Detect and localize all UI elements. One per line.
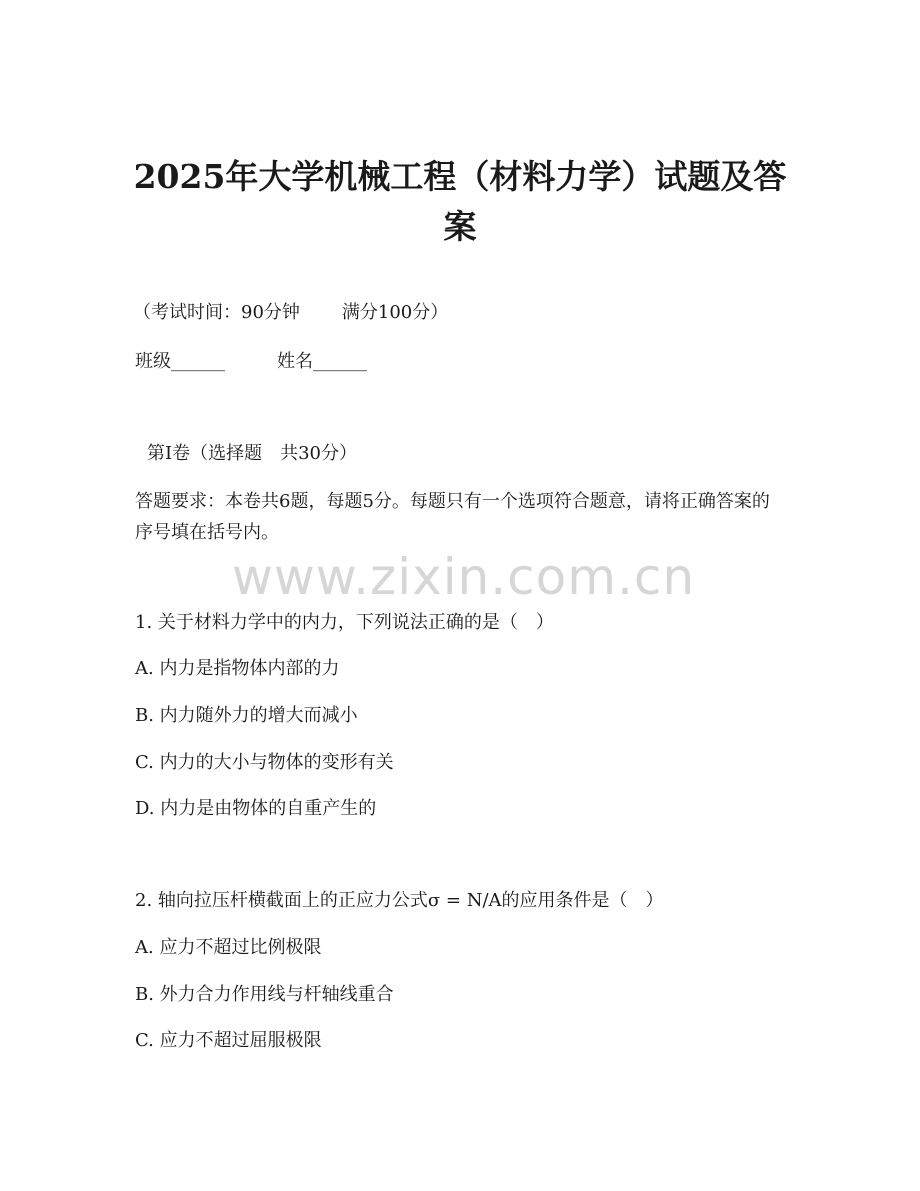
class-field[interactable]: 班级______	[135, 351, 225, 372]
question-2-stem: 2. 轴向拉压杆横截面上的正应力公式σ = N/A的应用条件是（ ）	[135, 890, 664, 911]
question-2-option-a: A. 应力不超过比例极限	[135, 937, 322, 958]
question-1-option-b: B. 内力随外力的增大而减小	[135, 705, 358, 726]
question-2-option-b: B. 外力合力作用线与杆轴线重合	[135, 984, 394, 1005]
question-1-option-c: C. 内力的大小与物体的变形有关	[135, 752, 394, 773]
instructions: 答题要求：本卷共6题，每题5分。每题只有一个选项符合题意，请将正确答案的序号填在括号内。	[135, 491, 770, 543]
exam-time: （考试时间：90分钟	[133, 302, 300, 323]
full-score: 满分100分）	[341, 302, 449, 323]
watermark: www.zixin.com.cn	[232, 548, 696, 606]
document-title: 2025年大学机械工程（材料力学）试题及答案	[133, 157, 787, 246]
exam-info	[133, 300, 448, 326]
question-1-option-d: D. 内力是由物体的自重产生的	[135, 798, 377, 819]
question-1-option-a: A. 内力是指物体内部的力	[135, 658, 340, 679]
name-field[interactable]: 姓名______	[277, 351, 367, 372]
question-2-option-c: C. 应力不超过屈服极限	[135, 1030, 322, 1051]
student-info	[135, 349, 367, 375]
section-title: 第Ⅰ卷（选择题 共30分）	[147, 443, 358, 464]
question-1-stem: 1. 关于材料力学中的内力，下列说法正确的是（ ）	[135, 612, 554, 633]
